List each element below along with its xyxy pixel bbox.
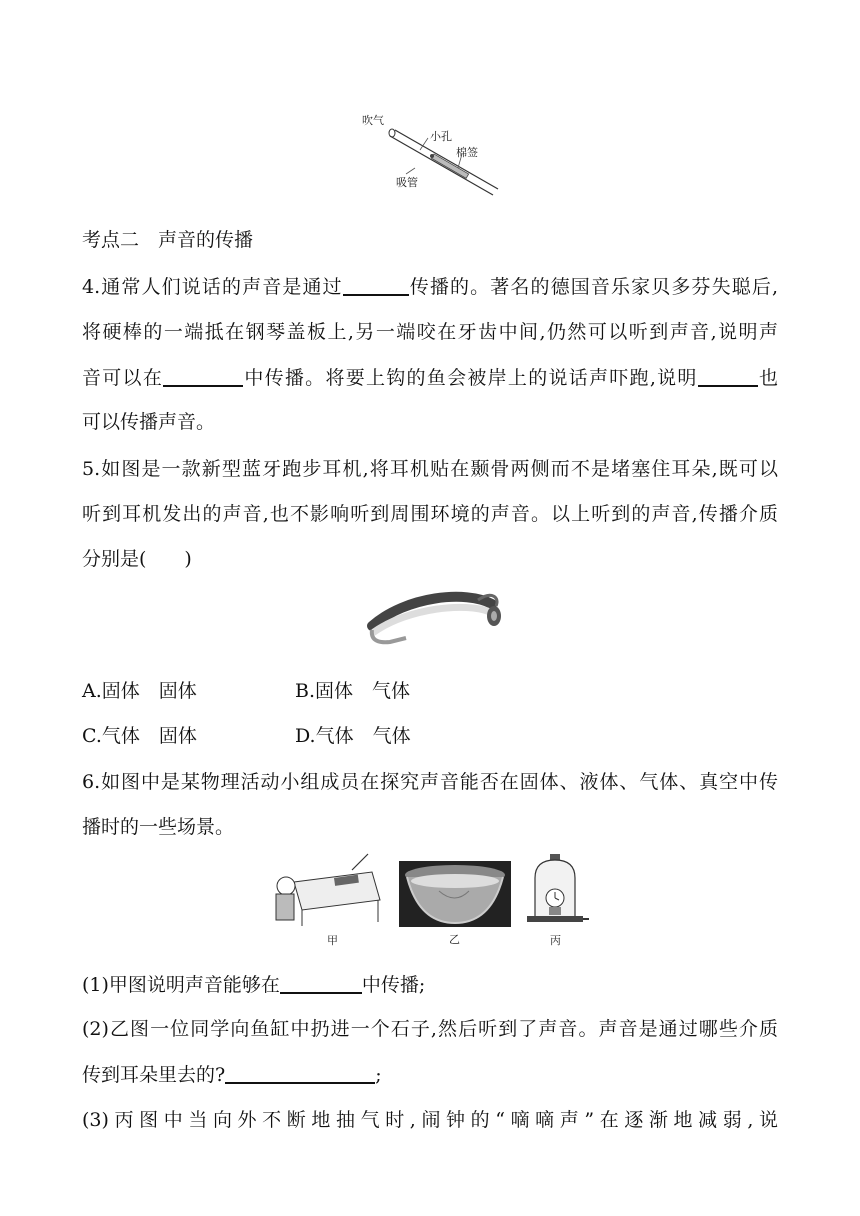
q5-line-2: 听到耳机发出的声音,也不影响听到周围环境的声音。以上听到的声音,传播介质: [82, 503, 778, 525]
q4-line-1: 4.通常人们说话的声音是通过 传播的。著名的德国音乐家贝多芬失聪后,: [82, 276, 778, 298]
q6-sub-2-line-1: (2)乙图一位同学向鱼缸中扔进一个石子,然后听到了声音。声音是通过哪些介质: [82, 1018, 778, 1040]
experiment-figure-bing: [523, 852, 589, 947]
experiment-figure-yi: [399, 861, 511, 946]
q4-line-3: 音可以在 中传播。将要上钩的鱼会被岸上的说话声吓跑,说明 也: [82, 367, 778, 389]
q6-sub-2-line-2: 传到耳朵里去的? ;: [82, 1064, 382, 1086]
q6-line-1: 6.如图中是某物理活动小组成员在探究声音能否在固体、液体、气体、真空中传: [82, 771, 778, 793]
q5-line-1: 5.如图是一款新型蓝牙跑步耳机,将耳机贴在颞骨两侧而不是堵塞住耳朵,既可以: [82, 458, 778, 480]
q5-line-3: 分别是( ): [82, 548, 192, 570]
section-title: 考点二 声音的传播: [82, 229, 254, 251]
bell-jar-clock-illustration: [523, 852, 589, 927]
caption-yi: 乙: [449, 933, 460, 946]
option-a[interactable]: A.固体 固体: [82, 680, 197, 702]
q6-line-2: 播时的一些场景。: [82, 816, 235, 838]
bone-conduction-headphone-image: [366, 586, 506, 648]
q4-line-2: 将硬棒的一端抵在钢琴盖板上,另一端咬在牙齿中间,仍然可以听到声音,说明声: [82, 321, 778, 343]
experiment-figure-jia: [272, 852, 382, 947]
label-blow: 吹气: [362, 114, 384, 127]
label-straw: 吸管: [396, 176, 418, 189]
label-cotton: 棉签: [456, 146, 478, 159]
answer-blank-1[interactable]: [343, 274, 409, 296]
desk-listening-illustration: [272, 852, 382, 927]
straw-figure: [360, 110, 510, 200]
answer-blank-4[interactable]: [280, 972, 362, 994]
caption-jia: 甲: [327, 934, 338, 947]
answer-blank-2[interactable]: [163, 365, 243, 387]
option-d[interactable]: D.气体 气体: [295, 725, 411, 747]
q6-sub-3-line-1: (3)丙图中当向外不断地抽气时,闹钟的“嘀嘀声”在逐渐地减弱,说: [82, 1109, 778, 1131]
answer-blank-5[interactable]: [225, 1062, 375, 1084]
q6-sub-1: (1)甲图说明声音能够在 中传播;: [82, 974, 426, 996]
q4-line-4: 可以传播声音。: [82, 411, 216, 433]
fish-tank-photo: [399, 861, 511, 927]
earphone-figure: [366, 586, 506, 648]
label-hole: 小孔: [430, 130, 452, 143]
answer-blank-3[interactable]: [698, 365, 758, 387]
option-c[interactable]: C.气体 固体: [82, 725, 197, 747]
caption-bing: 丙: [550, 934, 561, 947]
option-b[interactable]: B.固体 气体: [295, 680, 411, 702]
